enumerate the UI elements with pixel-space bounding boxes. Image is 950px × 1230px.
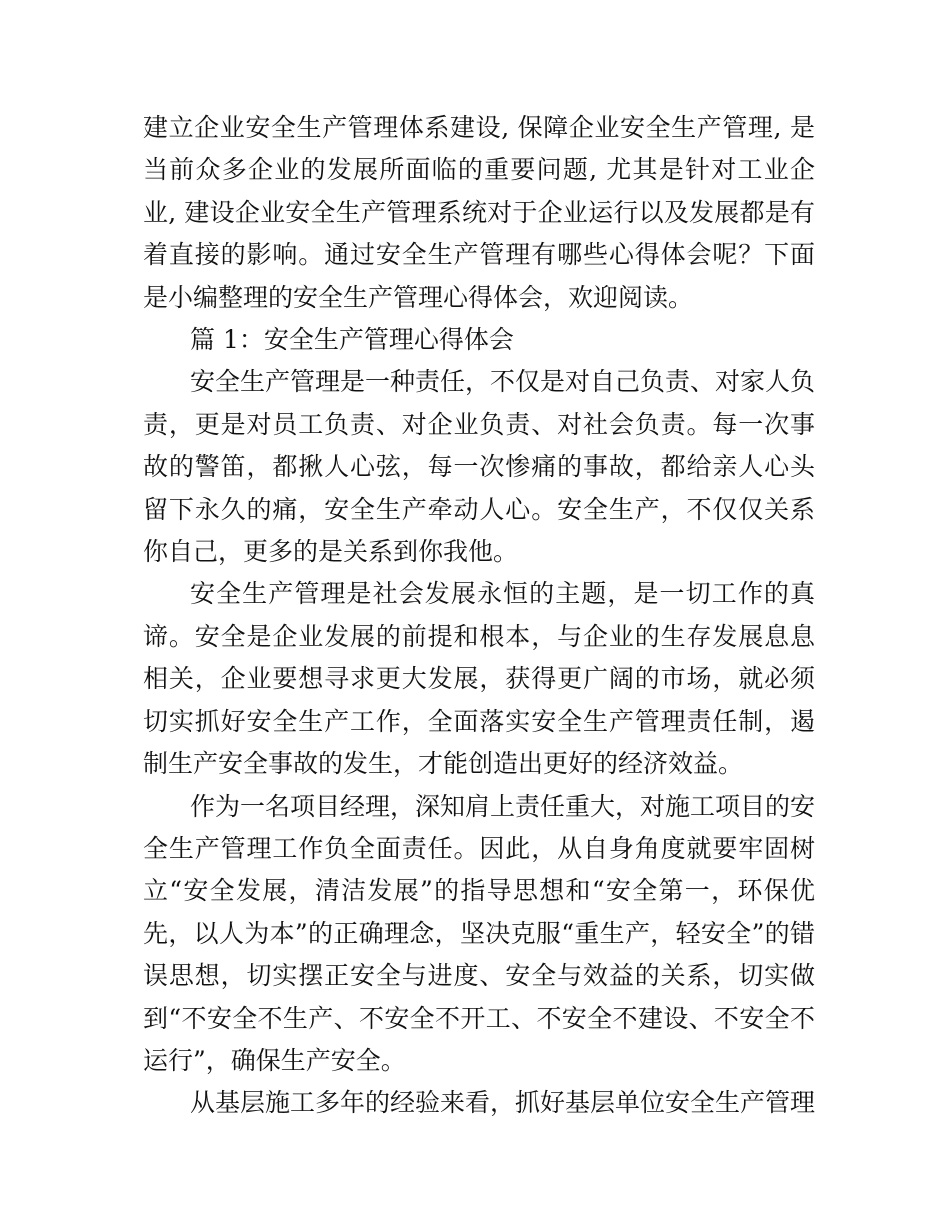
body-paragraph: 安全生产管理是社会发展永恒的主题，是一切工作的真谛。安全是企业发展的前提和根本，与企业的生存发展息息相关，企业要想寻求更大发展，获得更广阔的市场，就必须切实抓好安全生产工作，全面落实安全生产管理责任制，遏制生产安全事故的发生，才能创造出更好的经济效益。 — [143, 579, 815, 779]
body-paragraph: 作为一名项目经理，深知肩上责任重大，对施工项目的安全生产管理工作负全面责任。因此，从自身角度就要牢固树立“安全发展，清洁发展”的指导思想和“安全第一，环保优先，以人为本”的正确理念，坚决克服“重生产，轻安全”的错误思想，切实摆正安全与进度、安全与效益的关系，切实做到“不安全不生产、不安全不开工、不安全不建设、不安全不运行”，确保生产安全。 — [143, 791, 816, 1075]
section-heading: 篇 1：安全生产管理心得体会 — [190, 325, 514, 355]
document-body — [143, 107, 815, 1125]
intro-paragraph: 建立企业安全生产管理体系建设, 保障企业安全生产管理, 是当前众多企业的发展所面临的重要问题, 尤其是针对工业企业, 建设企业安全生产管理系统对于企业运行以及发展都是有着直接的影响。通过安全生产管理有哪些心得体会呢？下面是小编整理的安全生产管理心得体会，欢迎阅读。 — [143, 113, 815, 312]
body-paragraph: 安全生产管理是一种责任，不仅是对自己负责、对家人负责，更是对员工负责、对企业负责、对社会负责。每一次事故的警笛，都揪人心弦，每一次惨痛的事故，都给亲人心头留下永久的痛，安全生产牵动人心。安全生产，不仅仅关系你自己，更多的是关系到你我他。 — [143, 367, 816, 567]
body-paragraph: 从基层施工多年的经验来看，抓好基层单位安全生产管理 — [190, 1088, 816, 1118]
